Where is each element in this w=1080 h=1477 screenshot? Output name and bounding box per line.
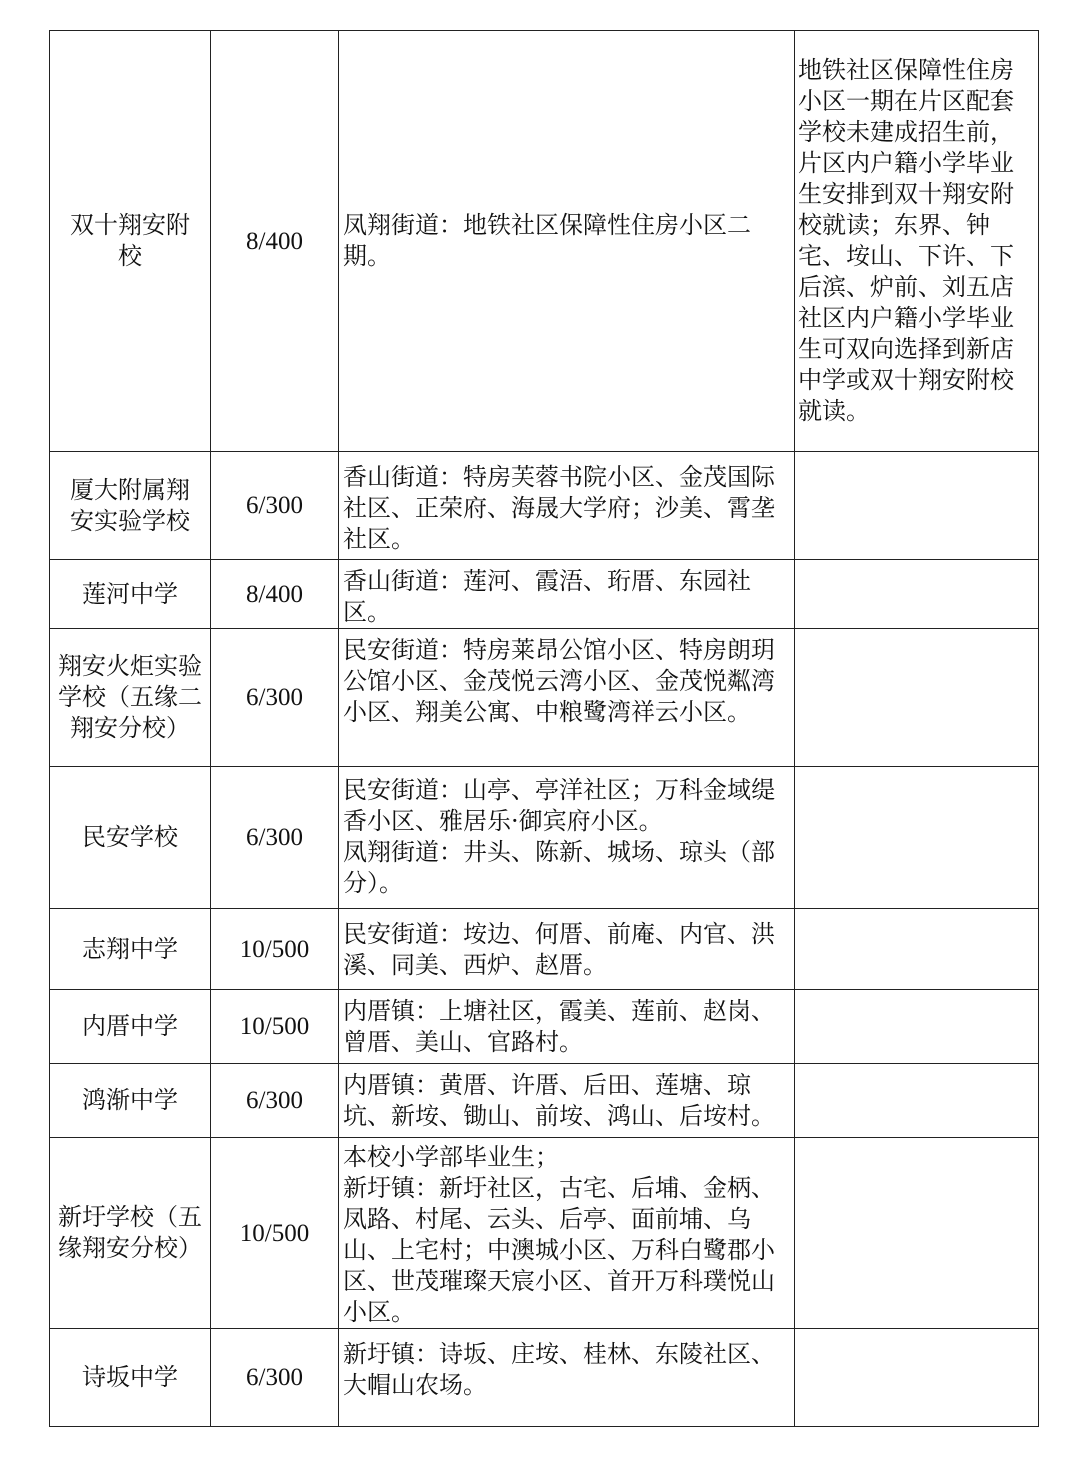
area-line: 香山街道：特房芙蓉书院小区、金茂国际社区、正荣府、海晟大学府；沙美、霄垄社区。 — [343, 463, 775, 553]
enrollment-area — [339, 909, 795, 990]
class-capacity: 6/300 — [211, 1329, 339, 1427]
table-row — [50, 1064, 1039, 1138]
class-capacity: 8/400 — [211, 560, 339, 629]
enrollment-area — [339, 1064, 795, 1138]
area-line: 新圩镇：诗坂、庄垵、桂林、东陵社区、大帽山农场。 — [343, 1340, 775, 1399]
remark-note — [795, 767, 1039, 909]
remark-note — [795, 1138, 1039, 1329]
area-line: 凤翔街道：地铁社区保障性住房小区二期。 — [343, 211, 751, 270]
class-capacity: 6/300 — [211, 452, 339, 560]
school-name: 诗坂中学 — [50, 1329, 211, 1427]
table-row — [50, 909, 1039, 990]
table-row — [50, 629, 1039, 767]
class-capacity: 6/300 — [211, 1064, 339, 1138]
school-name: 志翔中学 — [50, 909, 211, 990]
remark-note — [795, 909, 1039, 990]
enrollment-area — [339, 31, 795, 452]
remark-note — [795, 1329, 1039, 1427]
enrollment-area — [339, 629, 795, 767]
school-name: 内厝中学 — [50, 990, 211, 1064]
table-row — [50, 1329, 1039, 1427]
remark-note — [795, 452, 1039, 560]
table-row — [50, 1138, 1039, 1329]
school-district-table — [49, 30, 1039, 1427]
school-name: 新圩学校（五缘翔安分校） — [50, 1138, 211, 1329]
remark-note — [795, 560, 1039, 629]
class-capacity: 10/500 — [211, 990, 339, 1064]
area-line: 民安街道：山亭、亭洋社区；万科金域缇香小区、雅居乐·御宾府小区。 — [343, 776, 775, 835]
area-line: 内厝镇：黄厝、许厝、后田、莲塘、琼坑、新垵、锄山、前垵、鸿山、后垵村。 — [343, 1071, 775, 1130]
area-line: 民安街道：特房莱昂公馆小区、特房朗玥公馆小区、金茂悦云湾小区、金茂悦粼湾小区、翔美公寓、中粮鹭湾祥云小区。 — [343, 636, 775, 726]
class-capacity: 10/500 — [211, 909, 339, 990]
remark-note — [795, 990, 1039, 1064]
school-name: 鸿渐中学 — [50, 1064, 211, 1138]
area-line: 凤翔街道：井头、陈新、城场、琼头（部分）。 — [343, 838, 775, 897]
area-line: 新圩镇：新圩社区，古宅、后埔、金柄、凤路、村尾、云头、后亭、面前埔、乌山、上宅村；中澳城小区、万科白鹭郡小区、世茂璀璨天宸小区、首开万科璞悦山小区。 — [343, 1174, 775, 1326]
area-line: 民安街道：垵边、何厝、前庵、内官、洪溪、同美、西炉、赵厝。 — [343, 920, 775, 979]
class-capacity: 6/300 — [211, 629, 339, 767]
class-capacity: 8/400 — [211, 31, 339, 452]
enrollment-area — [339, 560, 795, 629]
remark-note — [795, 629, 1039, 767]
class-capacity: 10/500 — [211, 1138, 339, 1329]
school-name: 莲河中学 — [50, 560, 211, 629]
enrollment-area — [339, 1329, 795, 1427]
area-line: 本校小学部毕业生； — [343, 1143, 559, 1171]
school-name: 厦大附属翔安实验学校 — [50, 452, 211, 560]
school-name: 翔安火炬实验学校（五缘二翔安分校） — [50, 629, 211, 767]
remark-note: 地铁社区保障性住房小区一期在片区配套学校未建成招生前，片区内户籍小学毕业生安排到双十翔安附校就读；东界、钟宅、垵山、下许、下后滨、炉前、刘五店社区内户籍小学毕业生可双向选择到新店中学或双十翔安附校就读。 — [795, 31, 1039, 452]
enrollment-area — [339, 452, 795, 560]
area-line: 内厝镇：上塘社区，霞美、莲前、赵岗、曾厝、美山、官路村。 — [343, 997, 775, 1056]
school-name: 双十翔安附校 — [50, 31, 211, 452]
table-row — [50, 767, 1039, 909]
table-row — [50, 990, 1039, 1064]
enrollment-area — [339, 990, 795, 1064]
table-row — [50, 31, 1039, 452]
school-name: 民安学校 — [50, 767, 211, 909]
table-row — [50, 452, 1039, 560]
remark-note — [795, 1064, 1039, 1138]
area-line: 香山街道：莲河、霞浯、珩厝、东园社区。 — [343, 567, 751, 626]
class-capacity: 6/300 — [211, 767, 339, 909]
enrollment-area — [339, 767, 795, 909]
table-row — [50, 560, 1039, 629]
enrollment-area — [339, 1138, 795, 1329]
